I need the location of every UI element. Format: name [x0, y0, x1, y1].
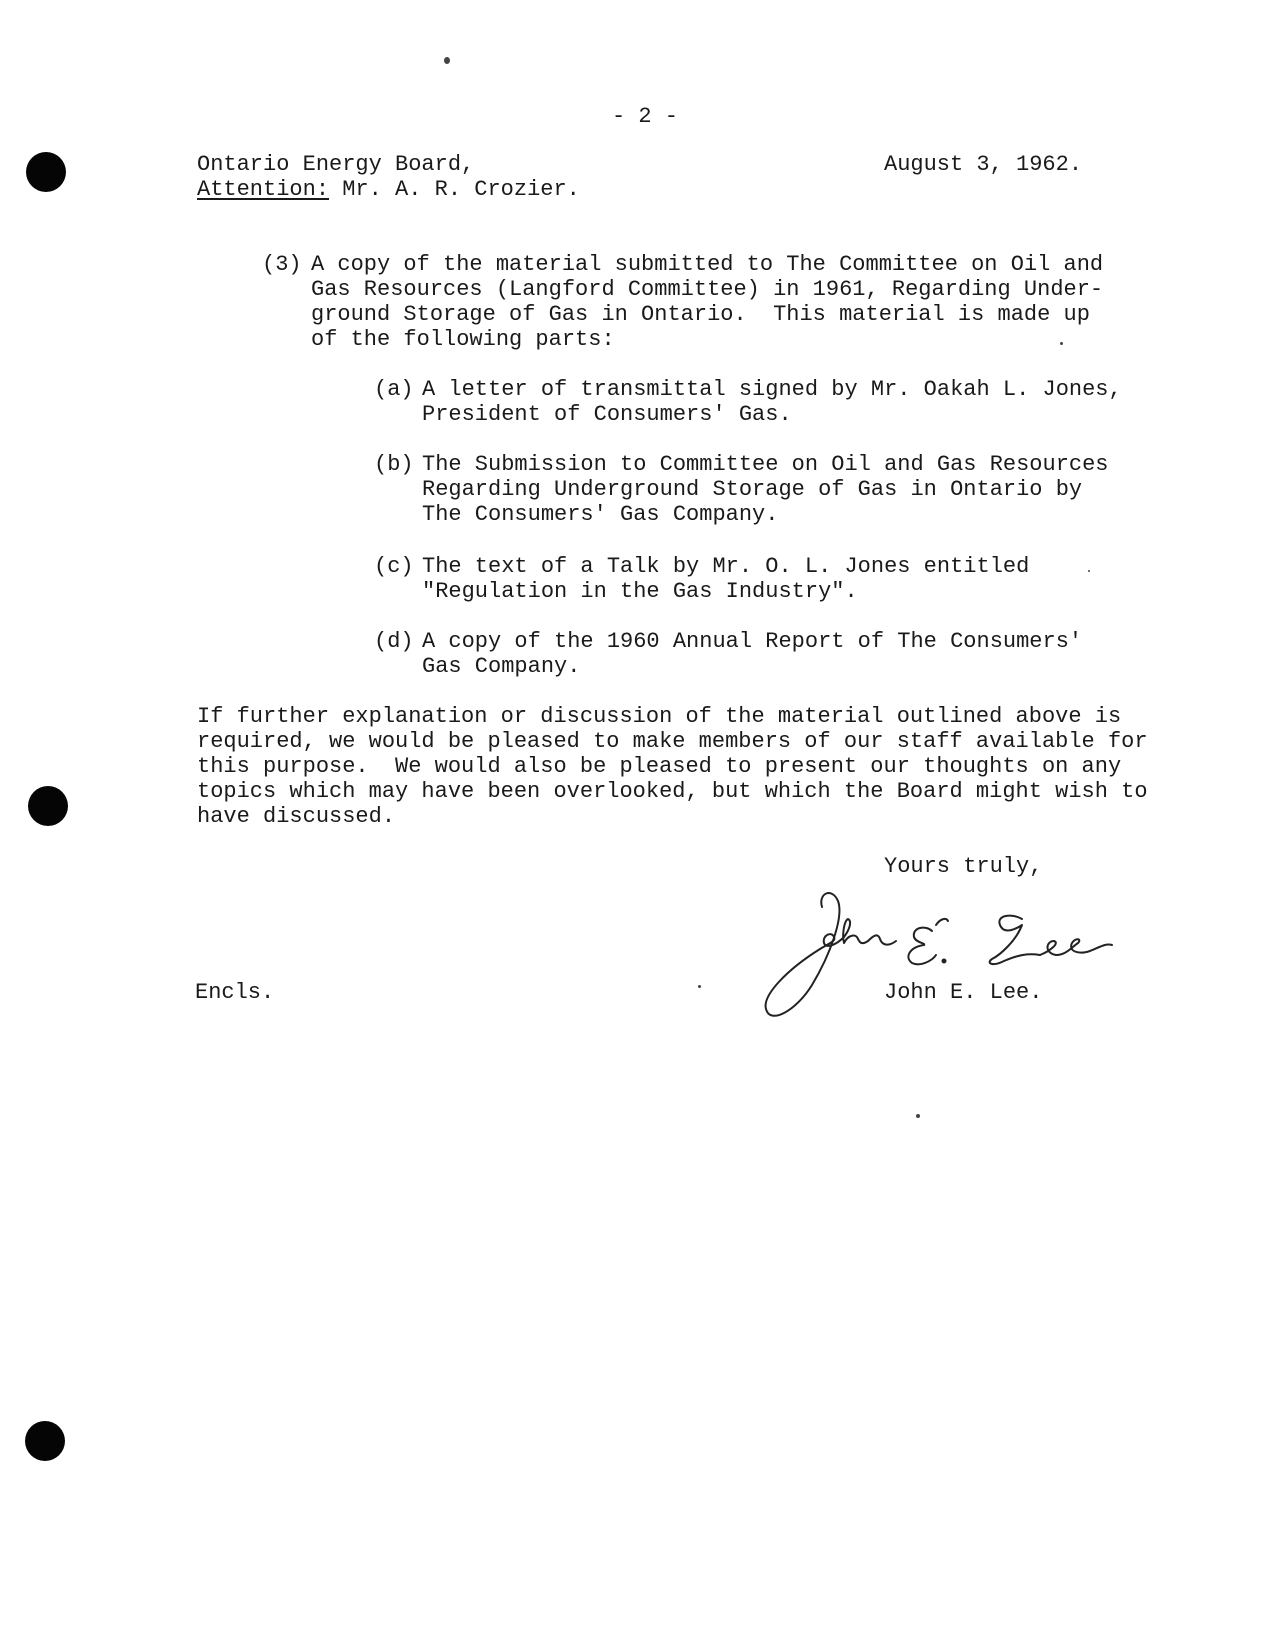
sub-item-b-label: (b): [374, 452, 414, 477]
sub-item-a-line: President of Consumers' Gas.: [422, 402, 792, 427]
page-number: - 2 -: [612, 104, 679, 129]
sub-item-d-text: [422, 629, 1082, 679]
sub-item-a-text: [422, 377, 1122, 427]
item-3-label: (3): [262, 252, 302, 277]
sub-item-a-label: (a): [374, 377, 414, 402]
sub-item-c-label: (c): [374, 554, 414, 579]
sub-item-b-line: Regarding Underground Storage of Gas in Ontario by: [422, 477, 1083, 502]
letter-date: August 3, 1962.: [884, 152, 1083, 177]
item-3-line: of the following parts:: [311, 327, 615, 352]
item-3-text: [311, 252, 1103, 352]
handwritten-signature: [760, 885, 1150, 1030]
closing-paragraph: [197, 704, 1148, 829]
signature-name: John E. Lee.: [884, 980, 1043, 1005]
item-3-line: A copy of the material submitted to The Committee on Oil and: [311, 252, 1104, 277]
sub-item-a-line: A letter of transmittal signed by Mr. Oakah L. Jones,: [422, 377, 1122, 402]
closing-line: topics which may have been overlooked, but which the Board might wish to: [197, 779, 1148, 804]
scan-speck: [916, 1114, 920, 1118]
attention-label: Attention:: [197, 177, 330, 202]
scan-speck: [444, 57, 450, 64]
sub-item-c-text: [422, 554, 1029, 604]
attention-name-text: Mr. A. R. Crozier.: [342, 177, 580, 202]
closing-line: If further explanation or discussion of the material outlined above is: [197, 704, 1122, 729]
punch-hole-bottom: [25, 1421, 65, 1461]
valediction: Yours truly,: [884, 854, 1043, 879]
attention-name: [329, 177, 580, 202]
sub-item-d-label: (d): [374, 629, 414, 654]
punch-hole-middle: [28, 786, 68, 826]
scan-speck: [1088, 570, 1090, 572]
sub-item-b-text: [422, 452, 1109, 527]
punch-hole-top: [26, 152, 66, 192]
closing-line: required, we would be pleased to make members of our staff available for: [197, 729, 1148, 754]
sub-item-b-line: The Consumers' Gas Company.: [422, 502, 779, 527]
item-3-line: ground Storage of Gas in Ontario. This material is made up: [311, 302, 1090, 327]
sub-item-b-line: The Submission to Committee on Oil and Gas Resources: [422, 452, 1109, 477]
attention-line: [197, 177, 580, 202]
sub-item-d-line: Gas Company.: [422, 654, 581, 679]
sub-item-c-line: The text of a Talk by Mr. O. L. Jones entitled: [422, 554, 1030, 579]
enclosures-note: Encls.: [195, 980, 275, 1005]
item-3-line: Gas Resources (Langford Committee) in 1961, Regarding Under-: [311, 277, 1104, 302]
closing-line: have discussed.: [197, 804, 396, 829]
sub-item-c-line: "Regulation in the Gas Industry".: [422, 579, 858, 604]
scan-speck: [698, 985, 701, 988]
closing-line: this purpose. We would also be pleased to present our thoughts on any: [197, 754, 1122, 779]
sub-item-d-line: A copy of the 1960 Annual Report of The Consumers': [422, 629, 1083, 654]
addressee-name: Ontario Energy Board,: [197, 152, 475, 177]
